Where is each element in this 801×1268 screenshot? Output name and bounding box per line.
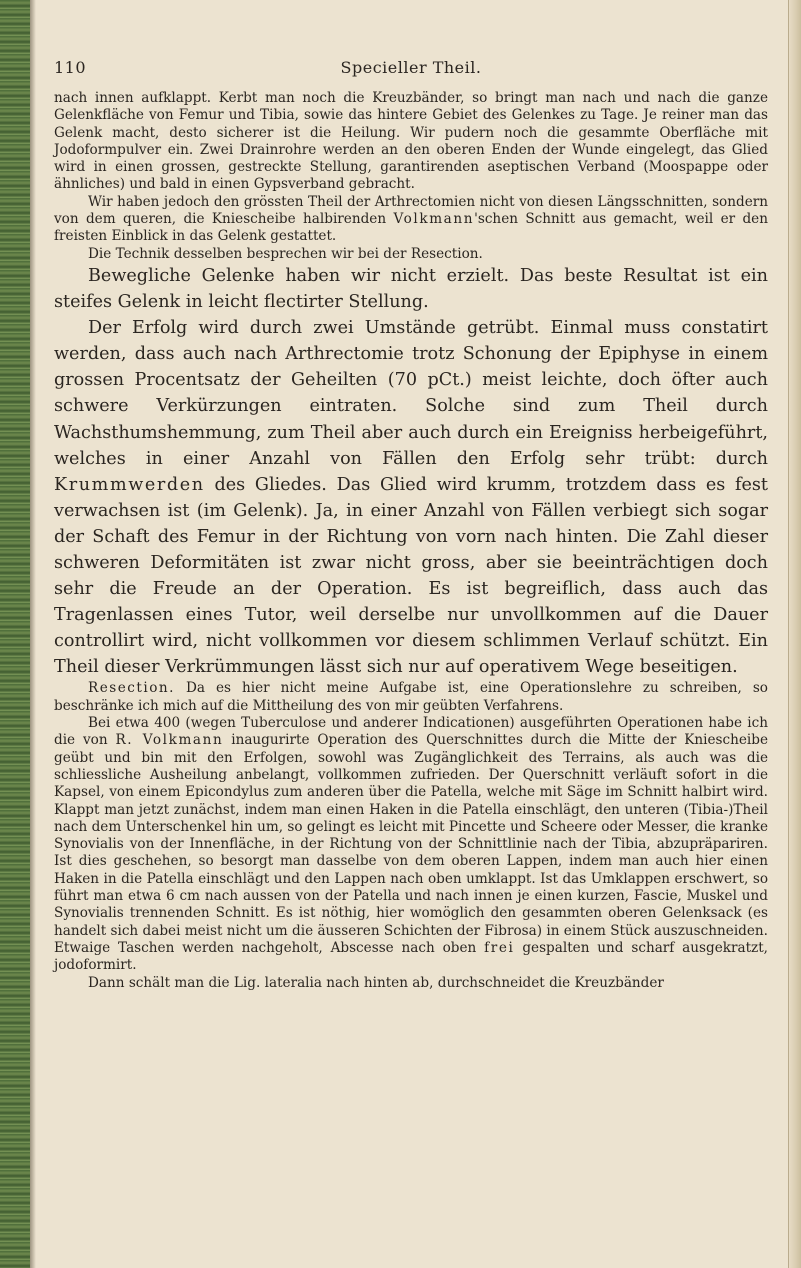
paragraph-mobile-joints: Bewegliche Gelenke haben wir nicht erzielt. Das beste Resultat ist ein steifes Gelenk in leicht flectirter Stellung. xyxy=(54,265,768,313)
paragraph-text: des Gliedes. Das Glied wird krumm, trotzdem dass es fest verwachsen ist (im Gelenk). Ja, in einer Anzahl von Fällen verbiegt sich sogar der Schaft des Femur in der Richtung von vorn nach hinten. Die Zahl dieser schweren Deformitäten ist zwar nicht gross, aber sie beeinträchtigen doch sehr die Freude an der Operation. Es ist begreiflich, dass auch das Tragenlassen eines Tutor, weil derselbe nur unvollkommen auf die Dauer controllirt wird, nicht vollkommen vor diesem schlimmen Verlauf schützt. Ein Theil dieser Verkrümmungen lässt sich nur auf operativem Wege beseitigen. xyxy=(54,474,768,678)
running-title: Specieller Theil. xyxy=(340,58,482,77)
book-page xyxy=(54,58,768,1258)
page-edge xyxy=(788,0,801,1268)
author-name-r-volkmann: R. Volkmann xyxy=(115,732,224,749)
paragraph-resection xyxy=(54,680,768,715)
paragraph-text: gespalten und scharf ausgekratzt, jodoformirt. xyxy=(54,939,769,974)
paragraph-procedure xyxy=(54,715,768,974)
small-print-block-resection xyxy=(54,680,768,991)
emphasis-frei: frei xyxy=(484,939,515,956)
paragraph-continued: nach innen aufklappt. Kerbt man noch die Kreuzbänder, so bringt man nach und nach die ganze Gelenkfläche von Femur und Tibia, sowie das hintere Gebiet des Gelenkes zu Tage. Je reiner man das Gelenk macht, desto sicherer ist die Heilung. Wir pudern noch die gesammte Oberfläche mit Jodoformpulver ein. Zwei Drainrohre werden an den oberen Enden der Wunde eingelegt, das Glied wird in einen grossen, gestreckte Stellung, garantirenden aseptischen Verband (Moospappe oder ähnliches) und bald in einen Gypsverband gebracht. xyxy=(54,90,768,193)
body-text xyxy=(54,90,768,992)
paragraph-text: Der Erfolg wird durch zwei Umstände getrübt. Einmal muss constatirt werden, dass auch nach Arthrectomie trotz Schonung der Epiphyse in einem grossen Procentsatz der Geheilten (70 pCt.) meist leichte, doch öfter auch schwere Verkürzungen eintraten. Solche sind zum Theil durch Wachsthumshemmung, zum Theil aber auch durch ein Ereigniss herbeigeführt, welches in einer Anzahl von Fällen den Erfolg sehr trübt: durch xyxy=(54,318,768,469)
paragraph-longitudinal-cuts xyxy=(54,194,768,246)
page-number: 110 xyxy=(54,58,87,77)
author-name-volkmann: Volkmann xyxy=(393,211,475,228)
page-header xyxy=(54,58,768,88)
paragraph-text: Wir haben jedoch den grössten Theil der Arthrectomien nicht von diesen Längsschnitten, sondern von dem queren, die Kniescheibe halbirenden xyxy=(54,193,768,228)
paragraph-ligaments: Dann schält man die Lig. lateralia nach hinten ab, durchschneidet die Kreuzbänder xyxy=(88,974,664,991)
paragraph-technique: Die Technik desselben besprechen wir bei der Resection. xyxy=(88,245,483,262)
section-heading-resection: Resection. xyxy=(88,680,175,697)
paragraph-text: 'schen Schnitt aus gemacht, weil er den freisten Einblick in das Gelenk gestattet. xyxy=(54,211,768,245)
paragraph-text: Da es hier nicht meine Aufgabe ist, eine Operationslehre zu schreiben, so beschränke ich mich auf die Mittheilung des von mir geübten Verfahrens. xyxy=(54,680,768,714)
paragraph-text: inaugurirte Operation des Querschnittes durch die Mitte der Kniescheibe geübt und bin mit den Erfolgen, sowohl was Zugänglichkeit des Terrains, als auch was die schliessliche Ausheilung anbelangt, vollkommen zufrieden. Der Querschnitt verläuft sofort in die Kapsel, von einem Epicondylus zum anderen über die Patella, welche mit Säge im Schnitt halbirt wird. Klappt man jetzt zunächst, indem man einen Haken in die Patella einschlägt, den unteren (Tibia-)Theil nach dem Unterschenkel hin um, so gelingt es leicht mit Pincette und Scheere oder Messer, die kranke Synovialis von der Innenfläche, in der Richtung von der Schnittlinie nach der Tibia, abzupräpariren. Ist dies geschehen, so besorgt man dasselbe von dem oberen Lappen, indem man auch hier einen Haken in die Patella einschlägt und den Lappen nach oben umklappt. Ist das Umklappen erschwert, so führt man etwa 6 cm nach aussen von der Patella und nach innen je einen kurzen, Fascie, Muskel und Synovialis trennenden Schnitt. Es ist nöthig, hier womöglich den gesammten oberen Gelenksack (es handelt sich dabei meist nicht um die äusseren Schichten der Fibrosa) in einem Stück auszuschneiden. Etwaige Taschen werden nachgeholt, Abscesse nach oben xyxy=(54,732,768,956)
paragraph-text: Bei etwa 400 (wegen Tuberculose und anderer Indicationen) ausgeführten Operationen habe ich die von xyxy=(54,715,768,749)
paragraph-success-factors xyxy=(54,315,768,680)
small-print-block-top xyxy=(54,90,768,263)
emphasis-krummwerden: Krummwerden xyxy=(54,474,205,495)
book-binding-edge xyxy=(0,0,30,1268)
